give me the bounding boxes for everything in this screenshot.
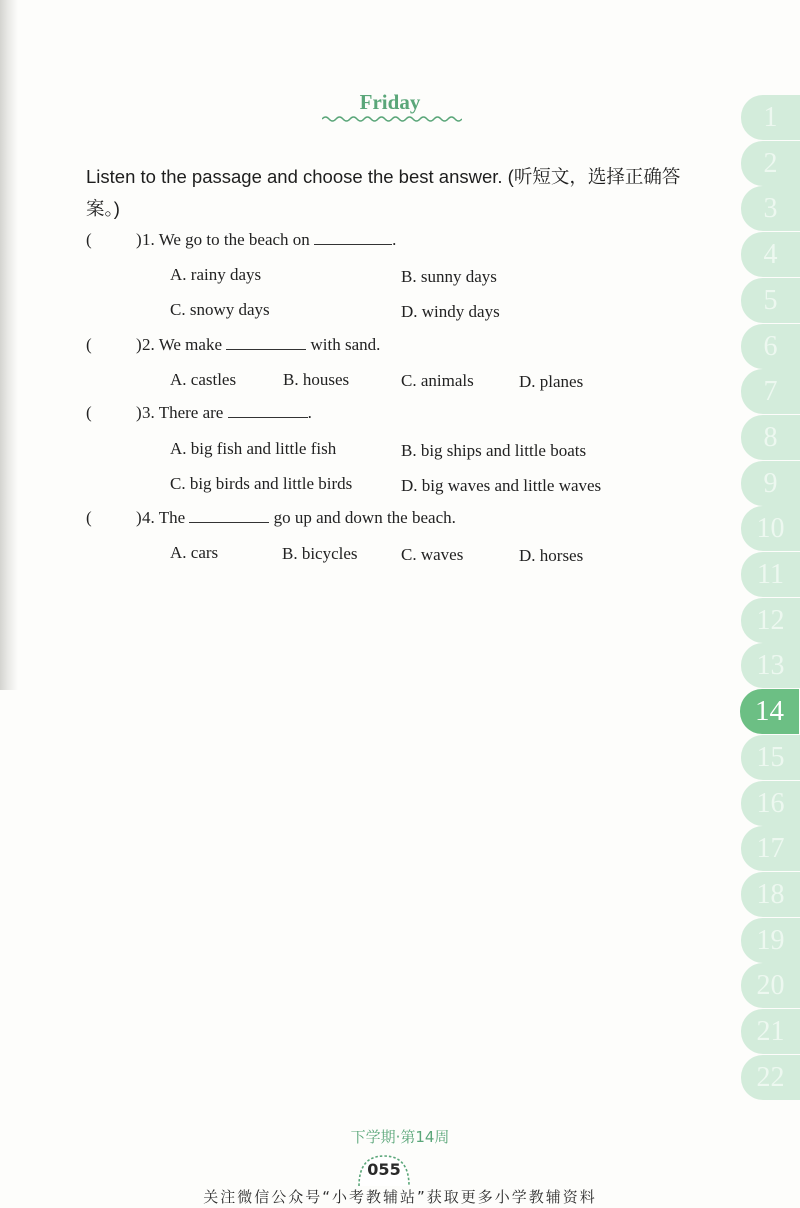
option-b: B. bicycles (282, 544, 358, 563)
question-number: 3. (142, 403, 155, 422)
answer-paren-close: ) (136, 508, 142, 527)
question-text-before: We make (158, 335, 222, 354)
week-tab-17: 17 (741, 826, 800, 871)
answer-paren-close: ) (136, 335, 142, 354)
question-text-after: . (307, 403, 312, 422)
week-tab-9: 9 (741, 461, 800, 506)
answer-paren-close: ) (136, 403, 142, 422)
option-b: B. sunny days (401, 267, 497, 286)
option-a: A. castles (170, 370, 237, 389)
week-tab-20: 20 (741, 963, 800, 1008)
option-a: A. rainy days (170, 265, 262, 284)
week-tab-22: 22 (741, 1055, 800, 1100)
page-number: 055 (367, 1160, 401, 1179)
question-text-after: . (392, 230, 397, 249)
week-tab-5: 5 (741, 278, 800, 323)
question-stem (142, 508, 456, 528)
page-title: Friday (359, 90, 421, 114)
option-c: C. waves (401, 545, 464, 564)
option-c: C. animals (401, 371, 474, 390)
question-stem (142, 335, 380, 355)
week-tab-13: 13 (741, 643, 800, 688)
option-b: B. big ships and little boats (401, 441, 587, 460)
question-number: 2. (142, 335, 155, 354)
week-tab-16: 16 (741, 781, 800, 826)
week-tab-12: 12 (741, 598, 800, 643)
question-text-after: go up and down the beach. (273, 508, 456, 527)
answer-paren-open: ( (86, 230, 92, 249)
week-tab-10: 10 (741, 506, 800, 551)
week-tab-21: 21 (741, 1009, 800, 1054)
question-number: 4. (142, 508, 155, 527)
week-tab-3: 3 (741, 186, 800, 231)
week-tab-11: 11 (741, 552, 800, 597)
question-number: 1. (142, 230, 155, 249)
question-stem (142, 403, 312, 423)
question-text-before: We go to the beach on (158, 230, 310, 249)
option-b: B. houses (283, 370, 350, 389)
term-week-label: 下学期·第14周 (350, 1128, 450, 1146)
answer-paren-close: ) (136, 230, 142, 249)
week-tab-1: 1 (741, 95, 800, 140)
answer-blank (228, 403, 308, 418)
question-text-after: with sand. (310, 335, 381, 354)
week-tab-19: 19 (741, 918, 800, 963)
option-d: D. big waves and little waves (401, 476, 602, 495)
week-tab-7: 7 (741, 369, 800, 414)
option-a: A. big fish and little fish (170, 439, 337, 458)
instruction-text: Listen to the passage and choose the best answer. (听短文，选择正确答案。) (86, 166, 681, 219)
option-d: D. windy days (401, 302, 500, 321)
question-text-before: There are (158, 403, 224, 422)
answer-paren-open: ( (86, 403, 92, 422)
week-tab-15: 15 (741, 735, 800, 780)
answer-blank (314, 230, 392, 245)
answer-paren-open: ( (86, 335, 92, 354)
option-a: A. cars (170, 543, 219, 562)
week-tab-4: 4 (741, 232, 800, 277)
answer-paren-open: ( (86, 508, 92, 527)
option-c: C. big birds and little birds (170, 474, 353, 493)
week-tab-14: 14 (740, 689, 799, 734)
answer-blank (226, 335, 306, 350)
week-tab-2: 2 (741, 141, 800, 186)
option-d: D. planes (519, 372, 584, 391)
week-tab-18: 18 (741, 872, 800, 917)
title-wavy-underline (322, 114, 462, 124)
week-tab-8: 8 (741, 415, 800, 460)
watermark-text: 关注微信公众号“小考教辅站”获取更多小学教辅资料 (203, 1188, 597, 1206)
book-binding-shadow (0, 0, 18, 690)
week-tab-6: 6 (741, 324, 800, 369)
question-text-before: The (158, 508, 186, 527)
answer-blank (189, 508, 269, 523)
option-d: D. horses (519, 546, 584, 565)
question-stem (142, 230, 396, 250)
option-c: C. snowy days (170, 300, 270, 319)
